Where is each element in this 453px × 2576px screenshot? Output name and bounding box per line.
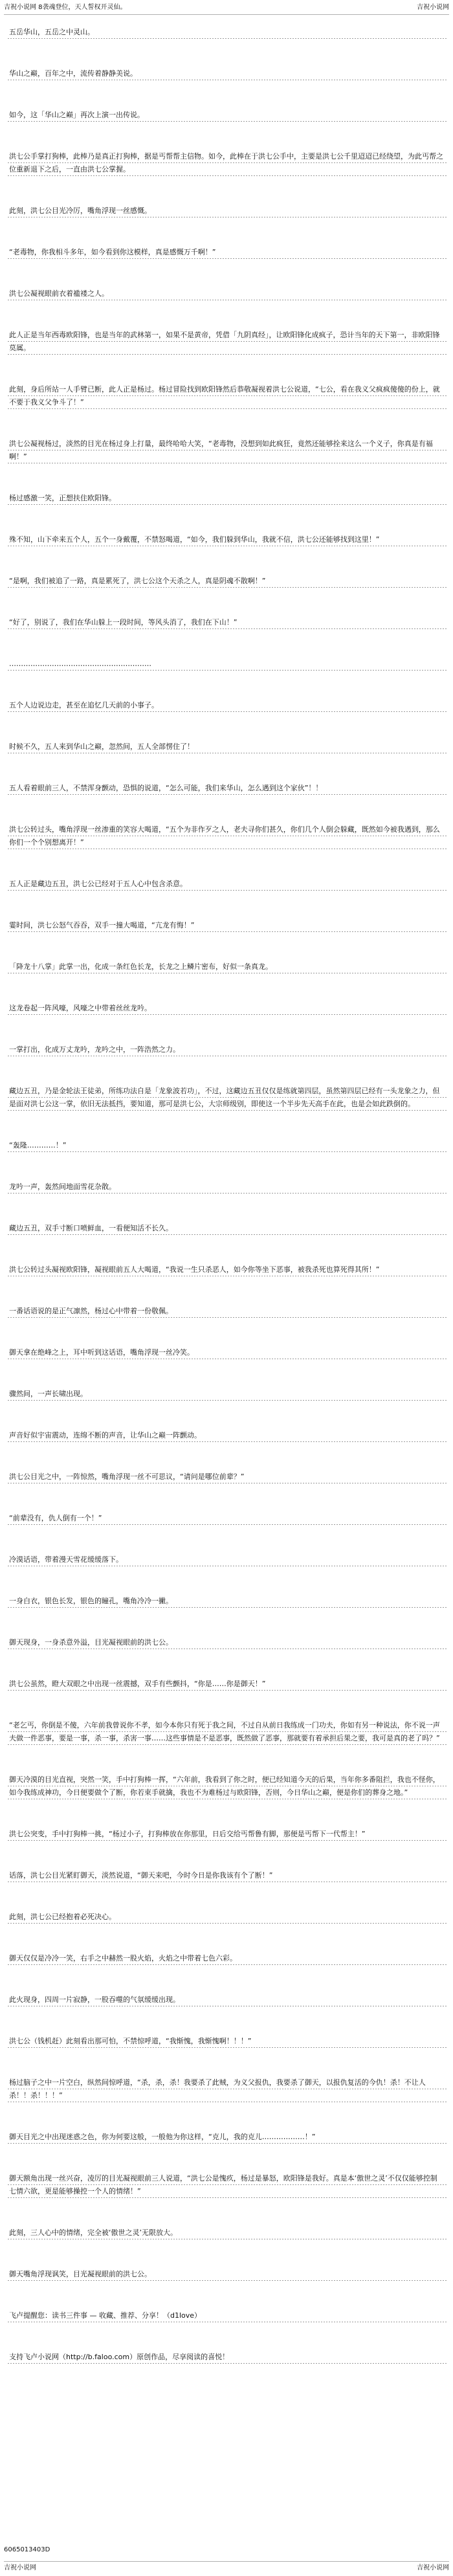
footer-code: 6065013403D — [4, 2546, 50, 2553]
paragraph: “前辈没有，仇人倒有一个！” — [6, 1512, 447, 1525]
paragraph: 五个人边说边走，甚至在追忆几天前的小事子。 — [6, 699, 447, 712]
paragraph: 五人看着眼前三人，不禁浑身颤动，恐惧的说道，“怎么可能，我们来华山，怎么遇到这个家伙”！！ — [6, 782, 447, 795]
paragraph: 一掌打出，化成万丈龙吟，龙吟之中，一阵浩然之力。 — [6, 1043, 447, 1056]
paragraph: 御天目光之中出现迷惑之色，你为何要这般，一般他为你这样，“克儿，我的克儿………………！” — [6, 2131, 447, 2144]
page-footer — [4, 2545, 449, 2573]
paragraph: 洪七公目光之中，一阵惊然，嘴角浮现一丝不可思议，“请问是哪位前辈？” — [6, 1471, 447, 1483]
paragraph: 此刻，洪七公已经抱着必死决心。 — [6, 1911, 447, 1924]
paragraph: 洪七公转过头，嘴角浮现一丝渗重的笑容大喝道，“五个为非作歹之人，老夫寻你们甚久，你们几个人倒会躲藏，既然如今被我遇到，那么你们一个个别想离开！” — [6, 823, 447, 849]
paragraph: 支持飞卢小说网（http://b.faloo.com）原创作品，尽享阅读的喜悦！ — [6, 2351, 447, 2364]
paragraph: 此人正是当年西毒欧阳锋，也是当年的武林第一，如果不是黄帝，凭借「九阴真经」，让欧阳锋化成疯子，恐计当年的天下第一，非欧阳锋莫属。 — [6, 329, 447, 355]
site-name: 吉祝小说网 — [417, 4, 449, 11]
paragraph: 杨过感激一笑，正想扶住欧阳锋。 — [6, 492, 447, 505]
paragraph: 藏边五丑，乃是金轮法王徒弟，所练功法自是「龙象波若功」，不过，这藏边五丑仅仅是练就第四层，虽然第四层已经有一头龙象之力，但是面对洪七公这一掌，依旧无法抵挡，要知道，那可是洪七公，大宗师级别，即使这一个半步先天高手在此，也是会如此跌倒的。 — [6, 1085, 447, 1111]
paragraph: 华山之巅，百年之中，流传着静静美说。 — [6, 67, 447, 80]
paragraph: “老乞丐，你倒是不傻，六年前我曾说你不孝，如今本你只有死于我之间，不过自从前日我练成一门功夫，你如有另一种说法，你不说一声夫做一件恶事，要是一事，杀一事，杀害一事……这些事情是不是恶事，既然做了恶事，那就要有着承担后果之要，我可是真的老了吗？” — [6, 1719, 447, 1745]
paragraph: …………………………………………………… — [6, 658, 447, 671]
paragraph: 龙吟一声，轰然间地面雪花杂散。 — [6, 1181, 447, 1194]
chapter-content — [6, 26, 447, 2392]
paragraph: 此刻，洪七公目光冷厉，嘴角浮现一丝感慨。 — [6, 205, 447, 217]
paragraph: 飞卢提醒您：读书三件事 — 收藏、推荐、分享！（d1love） — [6, 2309, 447, 2322]
paragraph: 如今，这「华山之巅」再次上演一出传说。 — [6, 109, 447, 122]
paragraph: 御天嘴角浮现讽笑，目光凝视眼前的洪七公。 — [6, 2268, 447, 2281]
paragraph: 殊不知，山下牵来五个人，五个一身戴覆，不禁怒喝道，“如今，我们躲到华山，我就不信，洪七公还能够找到这里！” — [6, 533, 447, 546]
paragraph: 御天额角出现一丝兴奋，凌厉的目光凝视眼前三人说道，“洪七公是愧疚，杨过是暴怒，欧阳锋是我好。真是本‘傲世之灵’不仅仅能够控制七情六欲，更是能够操控一个人的情绪！” — [6, 2172, 447, 2198]
paragraph: 洪七公凝视眼前衣着褴褛之人。 — [6, 287, 447, 300]
paragraph: “老毒物，你我相斗多年，如今看到你这模样，真是感慨万千啊！” — [6, 246, 447, 259]
paragraph: 洪七公手掌打狗棒，此棒乃是真正打狗棒，据是丐帮帮主信物。如今，此棒在于洪七公手中，主要是洪七公千里迢迢已经绕望，为此丐帮之位重新退下之后，一直由洪七公掌握。 — [6, 150, 447, 176]
paragraph: 五岳华山，五岳之中灵山。 — [6, 26, 447, 39]
paragraph: 洪七公突变，手中打狗棒一挑，“杨过小子，打狗棒放在你那里，日后交给丐帮鲁有脚，那便是丐帮下一代帮主！” — [6, 1828, 447, 1841]
paragraph: 藏边五丑，双手寸断口喷鲜血，一看便知活不长久。 — [6, 1222, 447, 1235]
paragraph: 「降龙十八掌」此掌一出，化成一条红色长龙，长龙之上鳞片密布，好似一条真龙。 — [6, 960, 447, 973]
paragraph: 御天冷漠的目光直视，突然一笑，手中打狗棒一挥，“六年前，我看到了你之时，便已经知道今天的后果，当年你多番阻拦，我也不怪你，如今我练成神功，今日便要做个了断，你若束手就擒，我也不为难杨过与欧阳锋，否则，今日华山之巅，便是你们的葬身之地。” — [6, 1773, 447, 1799]
paragraph: 这龙卷起一阵风嚎，风嚎之中带着丝丝龙吟。 — [6, 1002, 447, 1015]
paragraph: 霎时间，洪七公怒气吞吞，双手一撞大喝道，“亢龙有悔！” — [6, 919, 447, 932]
footer-site-left: 吉祝小说网 — [4, 2564, 36, 2571]
paragraph: “是啊，我们被追了一路，真是累死了，洪七公这个天杀之人，真是阴魂不散啊！” — [6, 575, 447, 588]
paragraph: 御天拿在绝峰之上，耳中听到这话语，嘴角浮现一丝冷笑。 — [6, 1346, 447, 1359]
paragraph: 冷漠话语，带着漫天雪花缓缓落下。 — [6, 1553, 447, 1566]
paragraph: 御天现身，一身杀意外溢，目光凝视眼前的洪七公。 — [6, 1636, 447, 1649]
paragraph: 御天仅仅是冷冷一笑，右手之中赫然一股火焰，火焰之中带着七色六彩。 — [6, 1952, 447, 1965]
paragraph: 五人正是藏边五丑，洪七公已经对于五人心中包含杀意。 — [6, 878, 447, 891]
paragraph: 骤然间，一声长啸出现。 — [6, 1388, 447, 1401]
paragraph: “好了，别说了，我们在华山躲上一段时间，等风头消了，我们在下山！” — [6, 616, 447, 629]
footer-bar — [4, 2561, 449, 2573]
paragraph: 洪七公虽然，瞪大双眼之中出现一丝震撼，双手有些颤抖，“你是……你是御天！” — [6, 1678, 447, 1691]
paragraph: 洪七公转过头凝视欧阳锋，凝视眼前五人大喝道，“我说一生只杀恶人，如今你等坐下恶事，被我杀死也算死得其所！” — [6, 1263, 447, 1276]
footer-site-right: 吉祝小说网 — [417, 2564, 449, 2571]
paragraph: 话落，洪七公目光紧盯御天，淡然说道，“御天来吧，今时今日是你我该有个了断！” — [6, 1869, 447, 1882]
paragraph: 此刻，三人心中的情绪，完全被‘傲世之灵’无限放大。 — [6, 2226, 447, 2239]
paragraph: 杨过脑子之中一片空白，纵然间惊呼道，“杀，杀，杀！我要杀了此贼，为义父报仇，我要杀了御天，以报仇复活的今仇！杀！不让人杀！！杀！！！” — [6, 2076, 447, 2102]
paragraph: 此刻，身后所站一人手臂已断，此人正是杨过。杨过冒险找到欧阳锋然后恭敬凝视着洪七公说道，“七公，看在我义父疯疯傻傻的份上，就不要于我义父争斗了！” — [6, 383, 447, 409]
paragraph: 洪七公凝视杨过，淡然的目光在杨过身上打量，最终哈哈大笑，“老毒物，没想到如此疯狂，竟然还能够拴来这么一个义子，你真是有福啊！” — [6, 438, 447, 463]
paragraph: 洪七公（钱机赶）此刻看出那可怕，不禁惊呼道，“我惭愧，我惭愧啊！！！” — [6, 2035, 447, 2048]
paragraph: 时候不久，五人来到华山之巅，忽然间，五人全部愣住了！ — [6, 740, 447, 753]
paragraph: “轰隆…………！” — [6, 1139, 447, 1152]
page-header — [4, 3, 449, 15]
chapter-title: 吉祝小说网 8袭魂登位，天人誓权开灵仙。 — [4, 4, 127, 11]
paragraph: 声音好似宇宙震动，连绵不断的声音，让华山之巅一阵颤动。 — [6, 1429, 447, 1442]
paragraph: 一身白衣，银色长发，银色的瞳孔，嘴角冷冷一撇。 — [6, 1595, 447, 1608]
paragraph: 此火现身，四周一片寂静，一股吞噬的气氛缓缓出现。 — [6, 1993, 447, 2006]
paragraph: 一番话语说的是正气凛然，杨过心中带着一份敬佩。 — [6, 1305, 447, 1318]
